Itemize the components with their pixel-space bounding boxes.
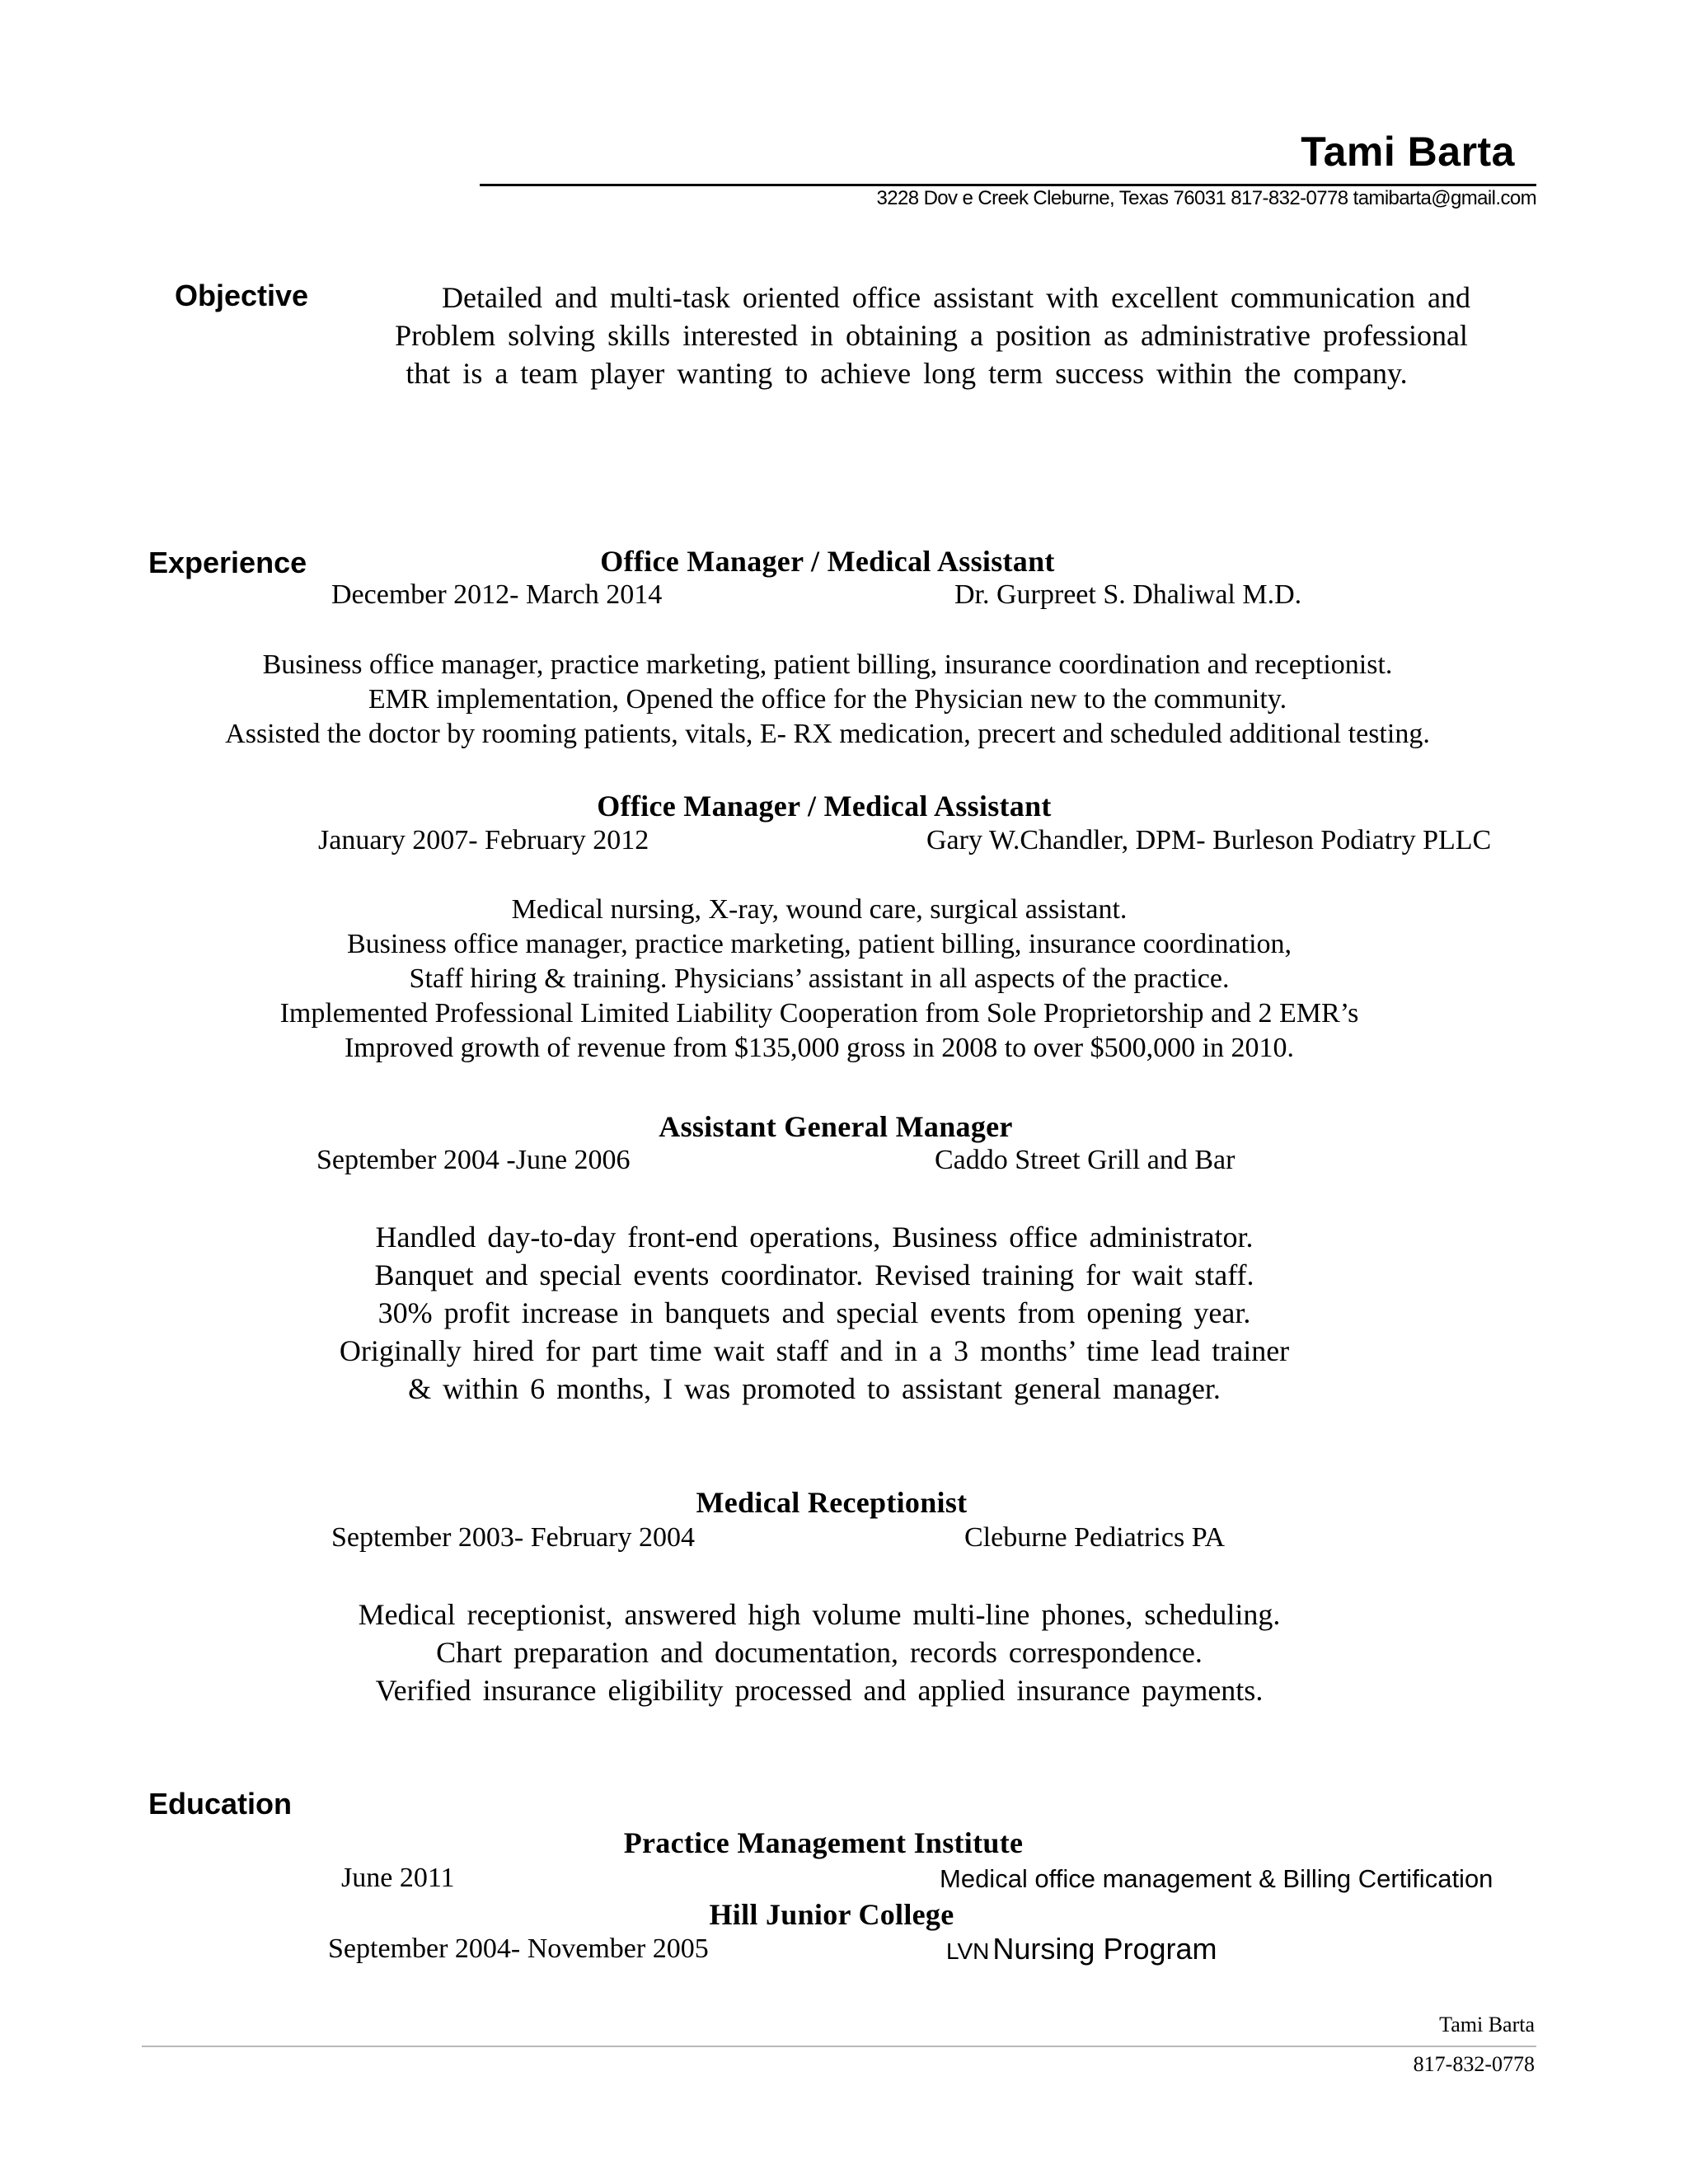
- school-date: September 2004- November 2005: [328, 1933, 709, 1964]
- job-organization: Dr. Gurpreet S. Dhaliwal M.D.: [954, 579, 1302, 610]
- job-title-text: Assistant General Manager: [659, 1110, 1013, 1143]
- header-divider: [480, 184, 1536, 186]
- job-description-line: Implemented Professional Limited Liability Cooperation from Sole Proprietorship and 2 EMR’s: [279, 998, 1359, 1029]
- job-description-line: Staff hiring & training. Physicians’ assistant in all aspects of the practice.: [409, 963, 1230, 994]
- education-heading: Education: [148, 1787, 293, 1821]
- job-description-line: Originally hired for part time wait staff and in a 3 months’ time lead trainer: [339, 1334, 1290, 1367]
- objective-line: that is a team player wanting to achieve long term success within the company.: [406, 357, 1408, 390]
- school-name: [0, 1897, 1688, 1932]
- job-description-line: Handled day-to-day front-end operations, Business office administrator.: [375, 1221, 1254, 1254]
- school-name-text: Practice Management Institute: [623, 1826, 1024, 1859]
- job-description: [0, 893, 1663, 1066]
- resume-name: Tami Barta: [1301, 129, 1515, 175]
- job-description-line: Verified insurance eligibility processed and applied insurance payments.: [375, 1674, 1264, 1707]
- objective-line: Detailed and multi-task oriented office assistant with excellent communication and: [442, 281, 1470, 314]
- objective-text: [346, 279, 1500, 392]
- school-date: June 2011: [341, 1863, 455, 1893]
- school-name: [0, 1825, 1688, 1860]
- job-description-line: Chart preparation and documentation, records correspondence.: [436, 1636, 1203, 1669]
- job-description-line: & within 6 months, I was promoted to assistant general manager.: [408, 1372, 1221, 1405]
- job-dates: September 2003- February 2004: [331, 1522, 695, 1553]
- job-description: [0, 1218, 1658, 1408]
- school-detail-prefix: LVN: [946, 1938, 990, 1964]
- job-description-line: Banquet and special events coordinator. Revised training for wait staff.: [374, 1258, 1254, 1291]
- job-title-text: Office Manager / Medical Assistant: [600, 545, 1055, 578]
- school-detail-text: Nursing Program: [992, 1932, 1217, 1966]
- footer-name: Tami Barta: [1439, 2013, 1535, 2036]
- job-description-line: Medical nursing, X-ray, wound care, surgical assistant.: [511, 894, 1128, 925]
- job-dates: December 2012- March 2014: [331, 579, 663, 610]
- contact-line: 3228 Dov e Creek Cleburne, Texas 76031 817-832-0778 tamibarta@gmail.com: [876, 187, 1536, 209]
- job-description-line: Assisted the doctor by rooming patients, vitals, E- RX medication, precert and scheduled additional testing.: [225, 719, 1430, 749]
- job-dates: September 2004 -June 2006: [316, 1145, 631, 1175]
- job-description-line: Business office manager, practice marketing, patient billing, insurance coordination and receptionist.: [262, 649, 1393, 680]
- footer-phone: 817-832-0778: [1413, 2052, 1535, 2076]
- job-title: [0, 789, 1688, 823]
- job-title-text: Office Manager / Medical Assistant: [597, 790, 1052, 823]
- objective-heading: Objective: [175, 279, 309, 312]
- job-description-line: Business office manager, practice marketing, patient billing, insurance coordination,: [346, 929, 1292, 959]
- job-title: [0, 1109, 1688, 1144]
- job-description-line: Medical receptionist, answered high volume multi-line phones, scheduling.: [358, 1598, 1281, 1631]
- job-description: [0, 648, 1672, 752]
- job-title: [0, 544, 1688, 579]
- objective-line: Problem solving skills interested in obtaining a position as administrative professional: [395, 319, 1468, 352]
- school-detail: [946, 1932, 1217, 1966]
- school-detail: Medical office management & Billing Certification: [940, 1864, 1493, 1893]
- footer-divider: [142, 2046, 1536, 2047]
- experience-heading: Experience: [148, 546, 307, 579]
- job-description-line: 30% profit increase in banquets and special events from opening year.: [377, 1296, 1251, 1329]
- job-description-line: EMR implementation, Opened the office for the Physician new to the community.: [368, 684, 1287, 715]
- job-title-text: Medical Receptionist: [696, 1486, 968, 1519]
- job-organization: Cleburne Pediatrics PA: [964, 1522, 1226, 1553]
- school-name-text: Hill Junior College: [709, 1898, 954, 1931]
- job-organization: Gary W.Chandler, DPM- Burleson Podiatry PLLC: [926, 825, 1492, 855]
- job-description: [0, 1596, 1663, 1709]
- job-title: [0, 1485, 1688, 1520]
- job-description-line: Improved growth of revenue from $135,000 gross in 2008 to over $500,000 in 2010.: [344, 1033, 1295, 1063]
- job-organization: Caddo Street Grill and Bar: [935, 1145, 1236, 1175]
- job-dates: January 2007- February 2012: [318, 825, 649, 855]
